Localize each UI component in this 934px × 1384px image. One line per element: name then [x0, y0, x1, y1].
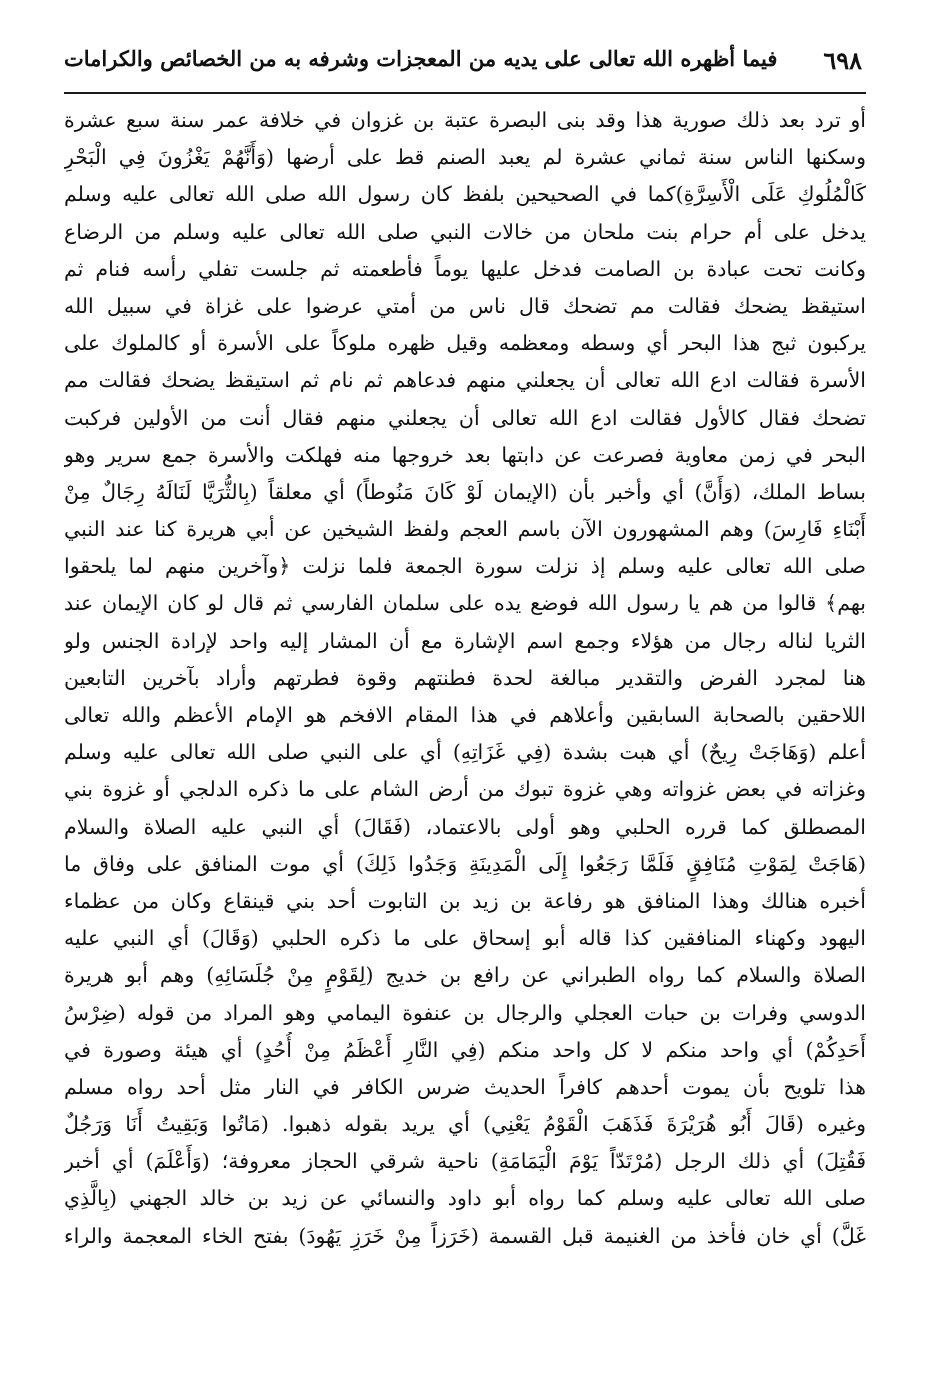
text-line: (هَاجَتْ لِمَوْتِ مُنَافِقٍ فَلَمَّا رَجَعُوا إِلَى الْمَدِينَةِ وَجَدُوا ذَلِكَ) أي موت المنافق على وفاق ما	[64, 851, 866, 876]
text-line: أَبْنَاءِ فَارِسَ) وهم المشهورون الآن باسم العجم ولفظ الشيخين عن أبي هريرة كنا عند النبي	[64, 517, 866, 542]
text-line: أعلم (وَهَاجَتْ رِيحٌ) أي هبت بشدة (فِي غَزَاتِهِ) أي على النبي صلى الله تعالى عليه وسلم	[64, 740, 866, 765]
text-line: اليهود وكهناء المنافقين كذا قاله أبو إسحاق على ما ذكره الحلبي (وَقَالَ) أي النبي عليه	[64, 926, 866, 951]
text-line: يركبون ثبج هذا البحر أي وسطه ومعظمه وقيل ظهره ملوكاً على الأسرة أو كالملوك على	[64, 331, 866, 356]
text-line: استيقظ يضحك فقالت مم تضحك قال ناس من أمتي عرضوا على غزاة في سبيل الله	[64, 293, 866, 318]
text-line: وغزاته في بعض غزواته وهي غزوة تبوك من أرض الشام على ما ذكره الدلجي أو غزوة بني	[64, 777, 866, 802]
text-line: كَالْمُلُوكِ عَلَى الْأَسِرَّةِ)كما في الصحيحين بلفظ كان رسول الله صلى الله تعالى عليه وسلم	[64, 182, 866, 207]
text-line: المصطلق كما قرره الحلبي وهو أولى بالاعتماد، (فَقَالَ) أي النبي عليه الصلاة والسلام	[64, 814, 866, 839]
page-number: ٦٩٨	[823, 46, 862, 75]
text-line: الدوسي وفرات بن حبات العجلي والرجال بن عنفوة اليمامي وهو المراد من قوله (ضِرْسُ	[64, 1000, 866, 1025]
text-line: اللاحقين بالصحابة السابقين وأعلاهم في هذا المقام الافخم هو الإمام الأعظم والله تعالى	[64, 703, 866, 727]
text-line: صلى الله تعالى عليه وسلم إذ نزلت سورة الجمعة فلما نزلت ﴿وآخرين منهم لما يلحقوا	[64, 554, 866, 579]
text-line: يدخل على أم حرام بنت ملحان من خالات النبي صلى الله تعالى عليه وسلم من الرضاع	[64, 219, 866, 244]
text-line: أَحَدِكُمْ) أي واحد منكم لا كل واحد منكم (فِي النَّارِ أَعْظَمُ مِنْ أُحُدٍ) أي هيئة وصورة في	[64, 1037, 866, 1062]
text-line: البحر في زمن معاوية فصرعت عن دابتها بعد خروجها منه فهلكت والأسرة جمع سرير وهو	[64, 442, 866, 467]
running-title: فيما أظهره الله تعالى على يديه من المعجزات وشرفه به من الخصائص والكرامات	[64, 46, 778, 71]
text-line: هذا تلويح بأن يموت أحدهم كافراً الحديث ضرس الكافر في النار مثل أحد رواه مسلم	[64, 1074, 866, 1099]
text-line: غَلَّ) أي خان فأخذ من الغنيمة قبل القسمة (خَرَزاً مِنْ خَرَزِ يَهُودَ) بفتح الخاء المعجمة والراء	[64, 1223, 866, 1248]
text-line: بساط الملك، (وَأَنَّ) أي وأخبر بأن (الإيمان لَوْ كَانَ مَنُوطاً) أي معلقاً (بِالثُّرَيَّا لَنَالَهُ رِجَالٌ مِنْ	[64, 479, 866, 504]
text-line: بهم﴾ قالوا من هم يا رسول الله فوضع يده على سلمان الفارسي ثم قال لو كان الإيمان عند	[64, 591, 866, 616]
text-line: وسكنها الناس سنة ثماني عشرة لم يعبد الصنم قط على أرضها (وَأَنَّهُمْ يَغْزُونَ فِي الْبَحْرِ	[64, 145, 866, 170]
text-line: تضحك فقال كالأول فقالت ادع الله تعالى أن يجعلني منهم فقال أنت من الأولين فركبت	[64, 405, 866, 430]
text-line: وكانت تحت عبادة بن الصامت فدخل عليها يوماً فأطعمته ثم جلست تفلي رأسه فنام ثم	[64, 256, 866, 281]
text-line: أو ترد بعد ذلك صورية هذا وقد بنى البصرة عتبة بن غزوان في خلافة عمر سنة سبع عشرة	[64, 108, 866, 132]
text-line: فَقُتِلَ) أي ذلك الرجل (مُرْتَدّاً يَوْمَ الْيَمَامَةِ) ناحية شرقي الحجاز معروفة؛ (وَأَعْلَمَ) أي أخبر	[64, 1149, 866, 1174]
text-line: الثريا لناله رجال من هؤلاء وجمع اسم الإشارة مع أن المشار إليه واحد لإرادة الجنس ولو	[64, 628, 866, 653]
text-line: هنا لمجرد الفرض والتقدير مبالغة لحدة فطنتهم وقوة فطرتهم وأراد بآخرين التابعين	[64, 665, 866, 690]
text-line: صلى الله تعالى عليه وسلم كما رواه أبو داود والنسائي عن زيد بن خالد الجهني (بِالَّذِي	[64, 1186, 866, 1211]
text-line: الأسرة فقالت ادع الله تعالى أن يجعلني منهم فدعاهم ثم نام ثم استيقظ يضحك فقالت مم	[64, 368, 866, 393]
text-line: الصلاة والسلام كما رواه الطبراني عن رافع بن خديج (لِقَوْمٍ مِنْ جُلَسَائِهِ) وهم أبو هريرة	[64, 963, 866, 988]
text-line: أخبره هنالك وهذا المنافق هو رفاعة بن زيد بن التابوت أحد بني قينقاع وكان من عظماء	[64, 888, 866, 913]
text-line: وغيره (قَالَ أَبُو هُرَيْرَةَ فَذَهَبَ الْقَوْمُ يَعْنِي) أي يريد بقوله ذهبوا. (مَاتُوا وَبَقِيتُ أَنَا وَرَجُلٌ	[64, 1112, 866, 1137]
page-header	[64, 36, 866, 92]
body-text	[64, 102, 866, 1255]
header-rule	[64, 92, 866, 94]
